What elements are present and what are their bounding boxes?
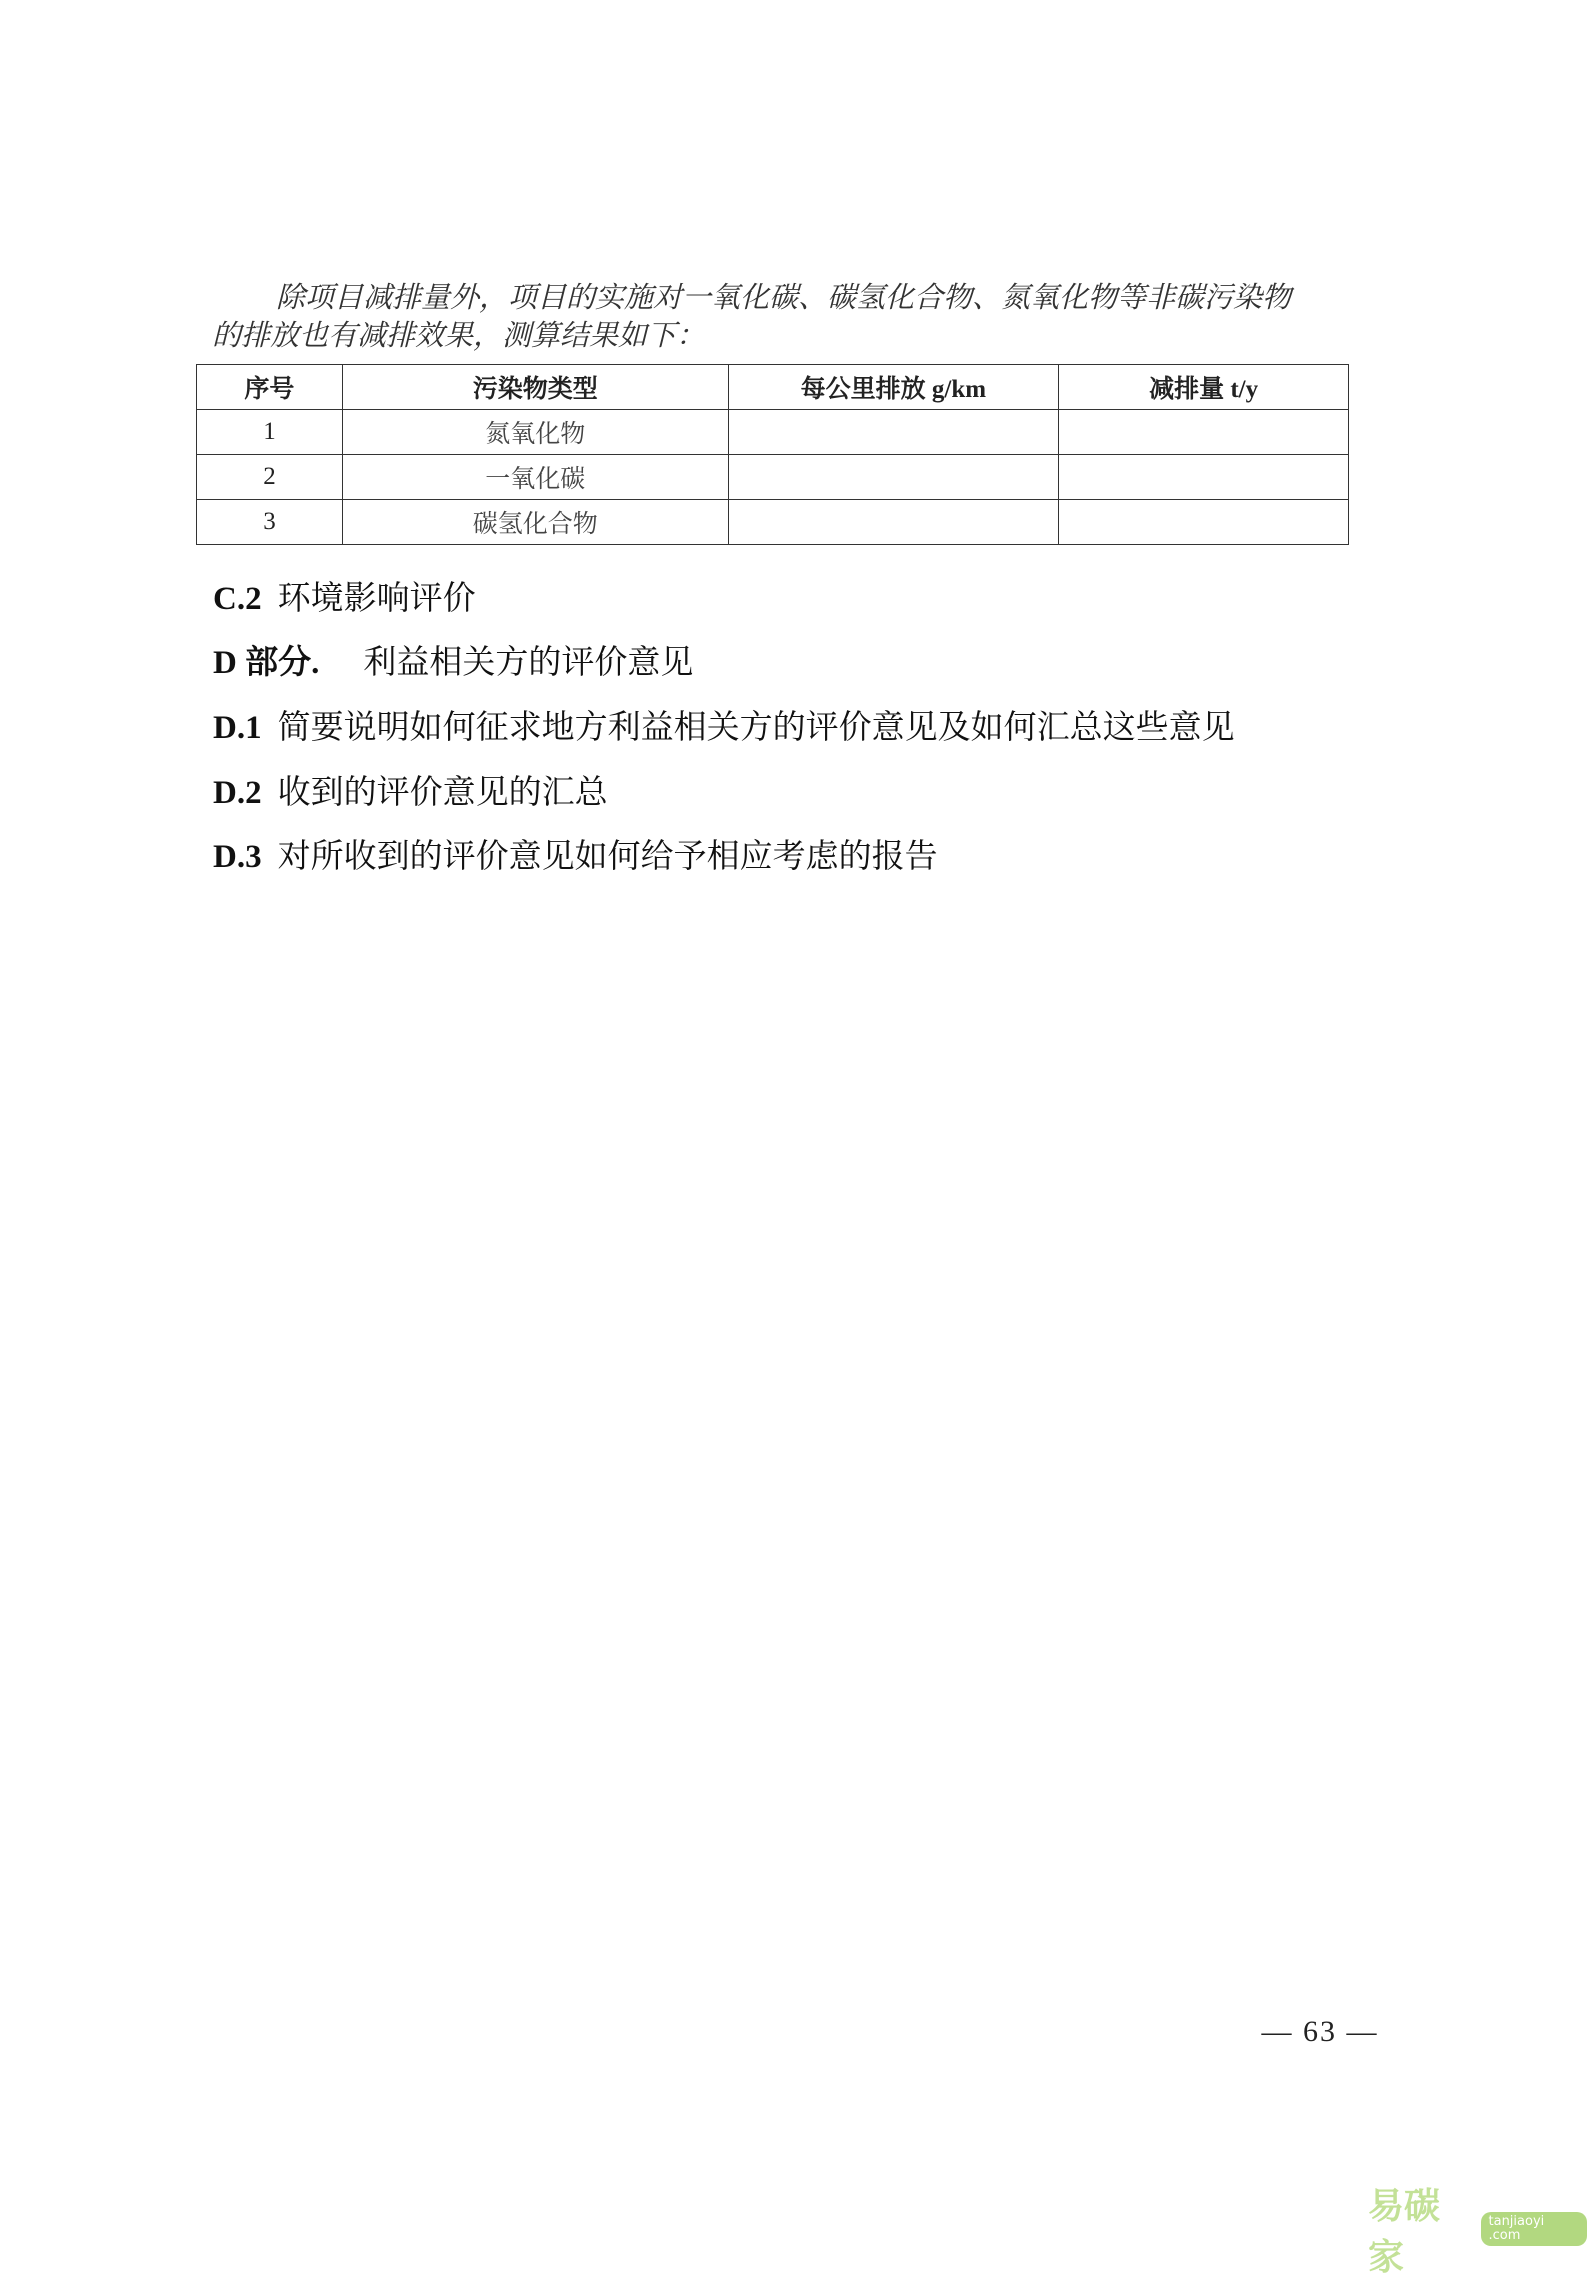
pollutant-reduction-table bbox=[196, 364, 1349, 545]
section-title: 环境影响评价 bbox=[278, 578, 476, 617]
section-code: D.1 bbox=[213, 710, 262, 746]
cell-reduction-amount bbox=[1059, 410, 1349, 455]
section-title: 对所收到的评价意见如何给予相应考虑的报告 bbox=[278, 836, 938, 875]
watermark-logo bbox=[1368, 2178, 1587, 2280]
section-heading-d1 bbox=[213, 701, 1235, 748]
section-title: 收到的评价意见的汇总 bbox=[278, 772, 608, 811]
section-code: C.2 bbox=[213, 581, 262, 617]
intro-paragraph bbox=[212, 278, 1412, 354]
header-serial-no: 序号 bbox=[197, 365, 343, 410]
section-heading-d3 bbox=[213, 830, 938, 877]
intro-line-1: 除项目减排量外，项目的实施对一氧化碳、碳氢化合物、氮氧化物等非碳污染物 bbox=[212, 278, 1412, 316]
section-heading-c2 bbox=[213, 572, 476, 619]
cell-serial-no: 3 bbox=[197, 500, 343, 545]
watermark-domain: tanjiaoyi .com bbox=[1481, 2212, 1587, 2246]
watermark-brand: 易碳家 bbox=[1368, 2178, 1475, 2280]
section-title: 利益相关方的评价意见 bbox=[363, 642, 693, 681]
table-row bbox=[197, 455, 1349, 500]
section-code: D.2 bbox=[213, 775, 262, 811]
table-row bbox=[197, 500, 1349, 545]
header-reduction-amount: 减排量 t/y bbox=[1059, 365, 1349, 410]
cell-pollutant-type: 一氧化碳 bbox=[342, 455, 728, 500]
cell-emission-per-km bbox=[728, 410, 1059, 455]
table-row bbox=[197, 410, 1349, 455]
cell-reduction-amount bbox=[1059, 500, 1349, 545]
section-heading-d2 bbox=[213, 766, 608, 813]
cell-serial-no: 1 bbox=[197, 410, 343, 455]
section-code: D 部分. bbox=[213, 645, 319, 681]
table-header-row bbox=[197, 365, 1349, 410]
cell-emission-per-km bbox=[728, 455, 1059, 500]
cell-pollutant-type: 氮氧化物 bbox=[342, 410, 728, 455]
intro-line-2: 的排放也有减排效果，测算结果如下： bbox=[212, 316, 1412, 354]
cell-serial-no: 2 bbox=[197, 455, 343, 500]
cell-emission-per-km bbox=[728, 500, 1059, 545]
cell-pollutant-type: 碳氢化合物 bbox=[342, 500, 728, 545]
page-number: — 63 — bbox=[1240, 2015, 1400, 2049]
header-pollutant-type: 污染物类型 bbox=[342, 365, 728, 410]
cell-reduction-amount bbox=[1059, 455, 1349, 500]
section-title: 简要说明如何征求地方利益相关方的评价意见及如何汇总这些意见 bbox=[278, 707, 1235, 746]
section-code: D.3 bbox=[213, 839, 262, 875]
section-heading-d bbox=[213, 636, 693, 683]
header-emission-per-km: 每公里排放 g/km bbox=[728, 365, 1059, 410]
